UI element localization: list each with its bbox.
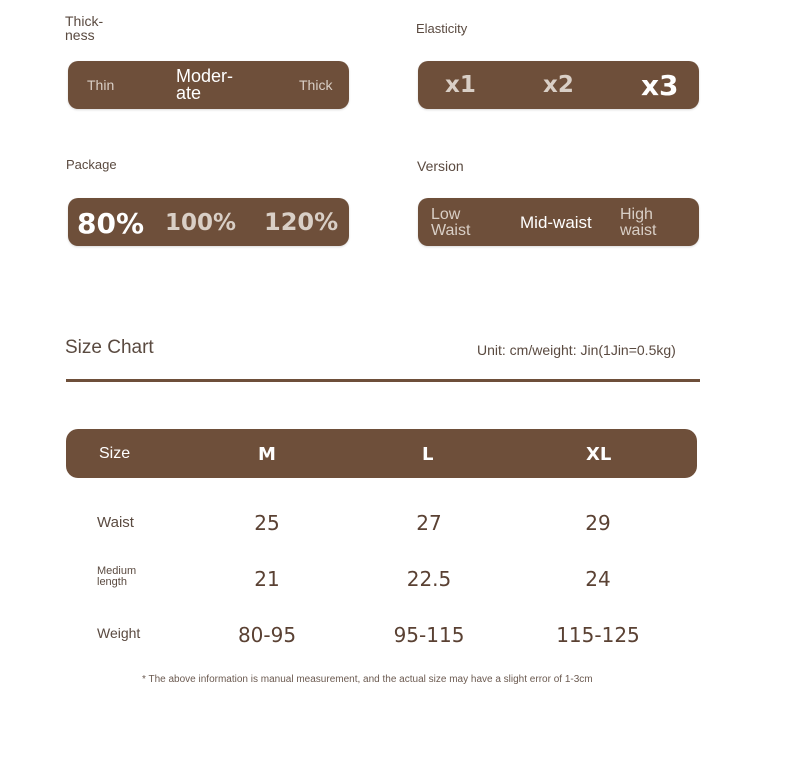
package-option-80[interactable]: 80% <box>77 207 145 240</box>
cell-weight-l: 95-115 <box>393 623 465 647</box>
cell-length-l: 22.5 <box>406 567 452 591</box>
version-label: Version <box>417 158 464 174</box>
version-option-low-waist[interactable]: Low Waist <box>431 206 471 239</box>
cell-waist-l: 27 <box>416 511 442 535</box>
size-chart-title: Size Chart <box>65 337 154 358</box>
header-size: Size <box>99 445 131 462</box>
package-option-120[interactable]: 120% <box>264 208 339 236</box>
thickness-option-thin[interactable]: Thin <box>87 77 115 93</box>
elasticity-option-x3[interactable]: x3 <box>641 69 679 102</box>
row-label-weight: Weight <box>97 625 141 641</box>
header-l: L <box>422 444 434 465</box>
cell-length-m: 21 <box>254 567 280 591</box>
thickness-selector <box>68 61 349 109</box>
elasticity-option-x1[interactable]: x1 <box>445 72 476 98</box>
thickness-option-moderate[interactable]: Moder- ate <box>176 66 234 103</box>
row-label-medium-length: Medium length <box>97 565 137 588</box>
package-option-100[interactable]: 100% <box>165 210 237 236</box>
elasticity-option-x2[interactable]: x2 <box>543 72 574 98</box>
size-table-header <box>66 429 697 478</box>
cell-length-xl: 24 <box>585 567 611 591</box>
elasticity-label: Elasticity <box>416 21 468 36</box>
cell-waist-m: 25 <box>254 511 280 535</box>
version-selector <box>418 198 699 246</box>
thickness-label: Thick- ness <box>65 13 104 43</box>
size-chart-unit: Unit: cm/weight: Jin(1Jin=0.5kg) <box>477 342 676 358</box>
elasticity-selector <box>418 61 699 109</box>
row-label-waist: Waist <box>97 514 134 531</box>
cell-waist-xl: 29 <box>585 511 611 535</box>
package-label: Package <box>66 157 117 172</box>
version-option-mid-waist[interactable]: Mid-waist <box>520 213 592 232</box>
size-chart-divider <box>66 379 700 382</box>
measurement-note: * The above information is manual measurement, and the actual size may have a slight error of 1-3cm <box>142 674 593 685</box>
cell-weight-m: 80-95 <box>237 623 297 647</box>
header-m: M <box>258 444 276 465</box>
thickness-option-thick[interactable]: Thick <box>299 77 333 93</box>
version-option-high-waist[interactable]: High waist <box>620 206 657 239</box>
header-xl: XL <box>586 444 612 465</box>
package-selector <box>68 198 349 246</box>
cell-weight-xl: 115-125 <box>556 623 640 647</box>
